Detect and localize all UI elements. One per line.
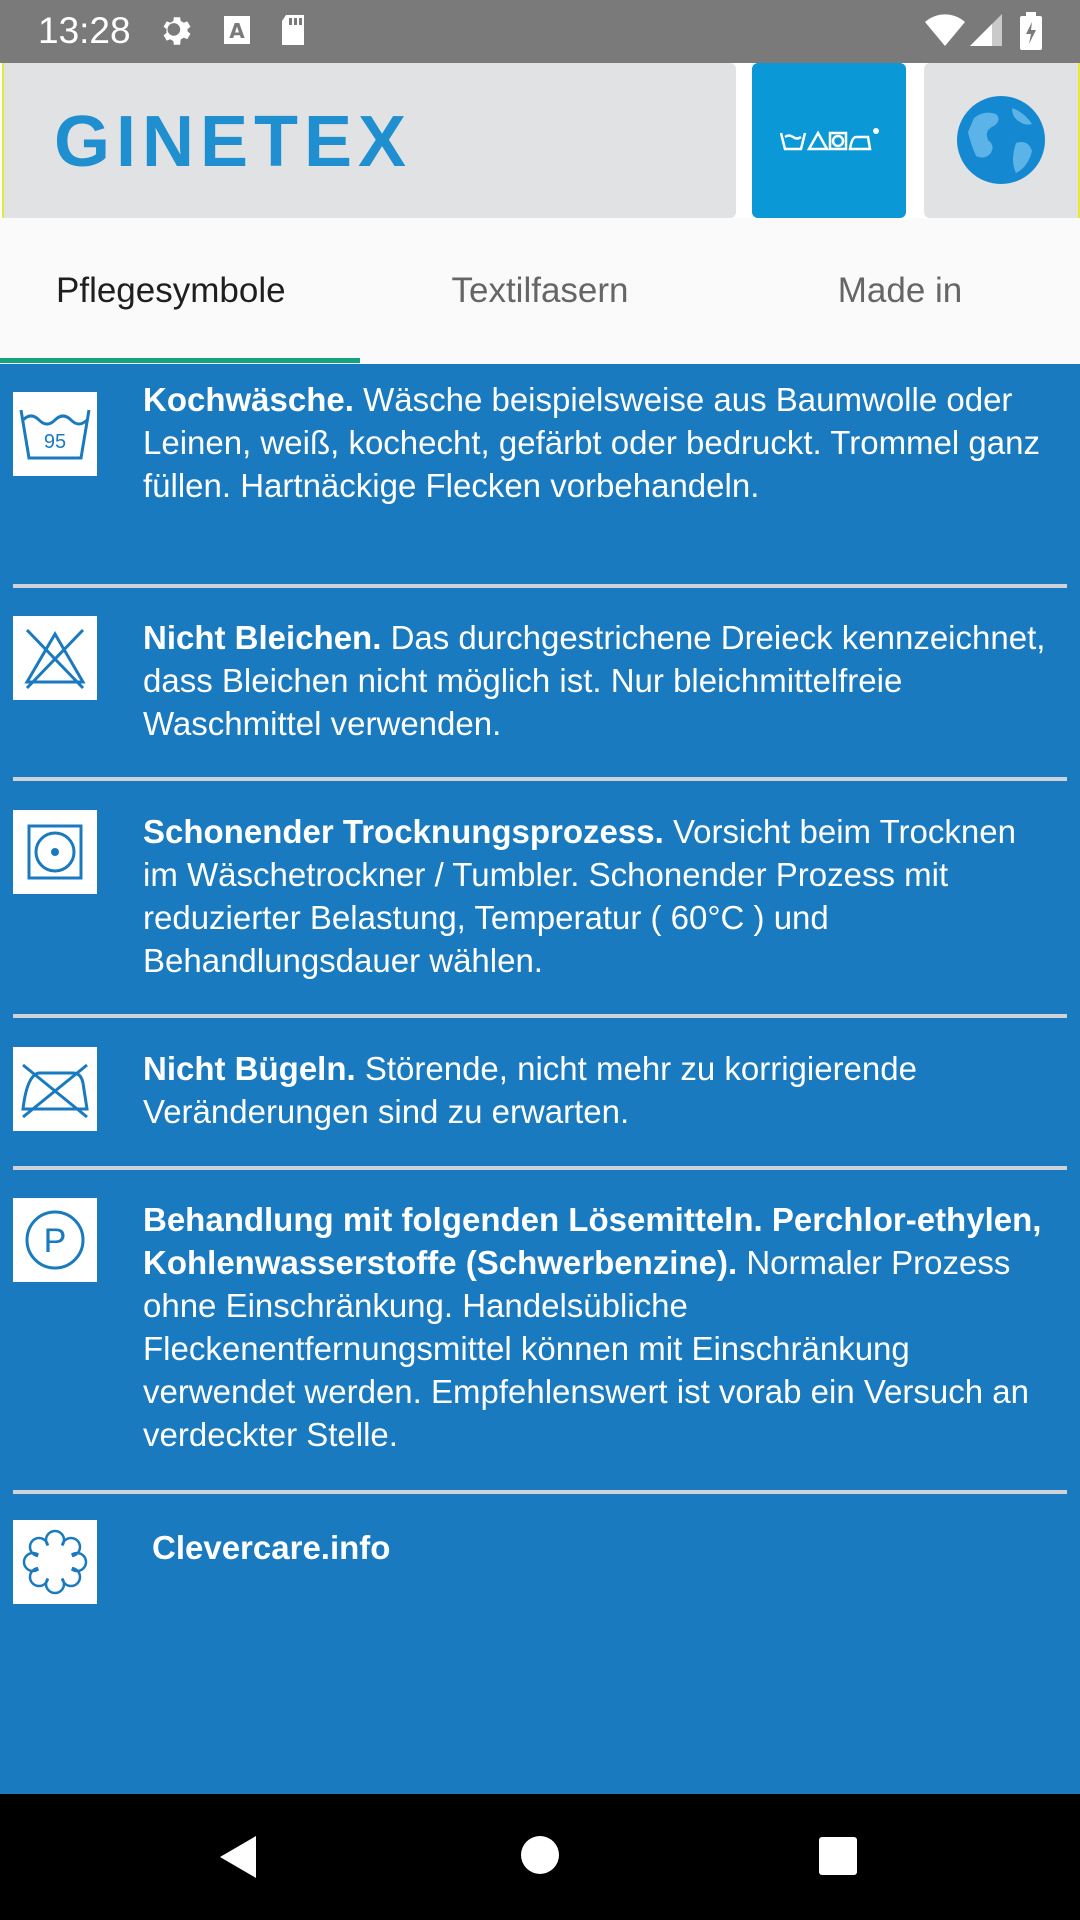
- care-item-text: [143, 378, 1053, 507]
- tab-bar: [0, 218, 1080, 364]
- svg-text:95: 95: [43, 431, 67, 453]
- tab-made-in[interactable]: [720, 218, 1080, 364]
- tab-label: Textilfasern: [451, 271, 629, 310]
- app-header: [0, 63, 1080, 218]
- care-item-text: [143, 616, 1053, 745]
- care-item-title: Nicht Bleichen.: [143, 619, 382, 656]
- clevercare-label: Clevercare.info: [152, 1529, 391, 1566]
- care-item-body: Vorsicht beim Trocknen im Wäschetrockner / Tumbler. Schonender Prozess mit reduzierter Belastung, Temperatur ( 60°C ) und Behandlungsdauer wählen.: [143, 813, 1016, 979]
- back-icon[interactable]: [216, 1834, 260, 1885]
- status-bar: [0, 0, 1080, 63]
- care-item-text: [143, 810, 1053, 982]
- divider: [13, 1490, 1067, 1494]
- tumble-dry-icon: [13, 810, 97, 894]
- tab-label: Pflegesymbole: [56, 271, 286, 310]
- tab-pflegesymbole[interactable]: [0, 218, 360, 364]
- battery-icon: [1018, 12, 1044, 57]
- settings-icon: [158, 12, 196, 55]
- wash-95-icon: [13, 392, 97, 476]
- signal-icon: [968, 12, 1004, 53]
- active-tab-indicator: [0, 358, 360, 363]
- home-icon[interactable]: [520, 1835, 560, 1880]
- text-a-icon: [222, 12, 252, 53]
- clevercare-link[interactable]: [0, 1520, 1080, 1610]
- clevercare-icon: [13, 1520, 97, 1604]
- globe-button[interactable]: [924, 63, 1080, 218]
- care-item-body: Das durchgestrichene Dreieck kennzeichnet, dass Bleichen nicht möglich ist. Nur bleichmittelfreie Waschmittel verwenden.: [143, 619, 1046, 742]
- care-item-body: Wäsche beispielsweise aus Baumwolle oder Leinen, weiß, kochecht, gefärbt oder bedruckt. Trommel ganz füllen. Hartnäckige Flecken vorbehandeln.: [143, 381, 1040, 504]
- navigation-bar: [0, 1794, 1080, 1920]
- logo-text: GINETEX: [54, 102, 413, 182]
- tab-textilfasern[interactable]: [360, 218, 720, 364]
- divider: [13, 777, 1067, 781]
- care-item-body: Normaler Prozess ohne Einschränkung. Handelsübliche Fleckenentfernungsmittel können mit Einschränkung verwendet werden. Empfehlenswert ist vorab ein Versuch an verdeckter Stelle.: [143, 1244, 1029, 1453]
- wash-symbols-icon: [752, 63, 906, 218]
- care-item-body: Störende, nicht mehr zu korrigierende Veränderungen sind zu erwarten.: [143, 1050, 917, 1130]
- globe-icon: [924, 63, 1078, 218]
- divider: [13, 1014, 1067, 1018]
- care-item-text: [143, 1198, 1053, 1456]
- dry-clean-p-icon: [13, 1198, 97, 1282]
- status-time: 13:28: [38, 10, 131, 51]
- care-item-title: Kochwäsche.: [143, 381, 354, 418]
- care-item-text: [143, 1047, 1053, 1133]
- sd-card-icon: [278, 12, 308, 53]
- tab-label: Made in: [837, 271, 963, 310]
- divider: [13, 1166, 1067, 1170]
- ginetex-logo: [2, 63, 736, 218]
- care-item-title: Behandlung mit folgenden Lösemitteln. Perchlor-ethylen, Kohlenwasserstoffe (Schwerbenzine).: [143, 1201, 1042, 1281]
- wash-symbols-button[interactable]: [752, 63, 906, 218]
- divider: [13, 584, 1067, 588]
- care-item-title: Schonender Trocknungsprozess.: [143, 813, 664, 850]
- recents-icon[interactable]: [818, 1836, 858, 1881]
- no-bleach-icon: [13, 616, 97, 700]
- no-iron-icon: [13, 1047, 97, 1131]
- wifi-icon: [924, 12, 966, 53]
- svg-text:A: A: [229, 19, 245, 43]
- svg-text:P: P: [43, 1222, 67, 1260]
- care-item-title: Nicht Bügeln.: [143, 1050, 356, 1087]
